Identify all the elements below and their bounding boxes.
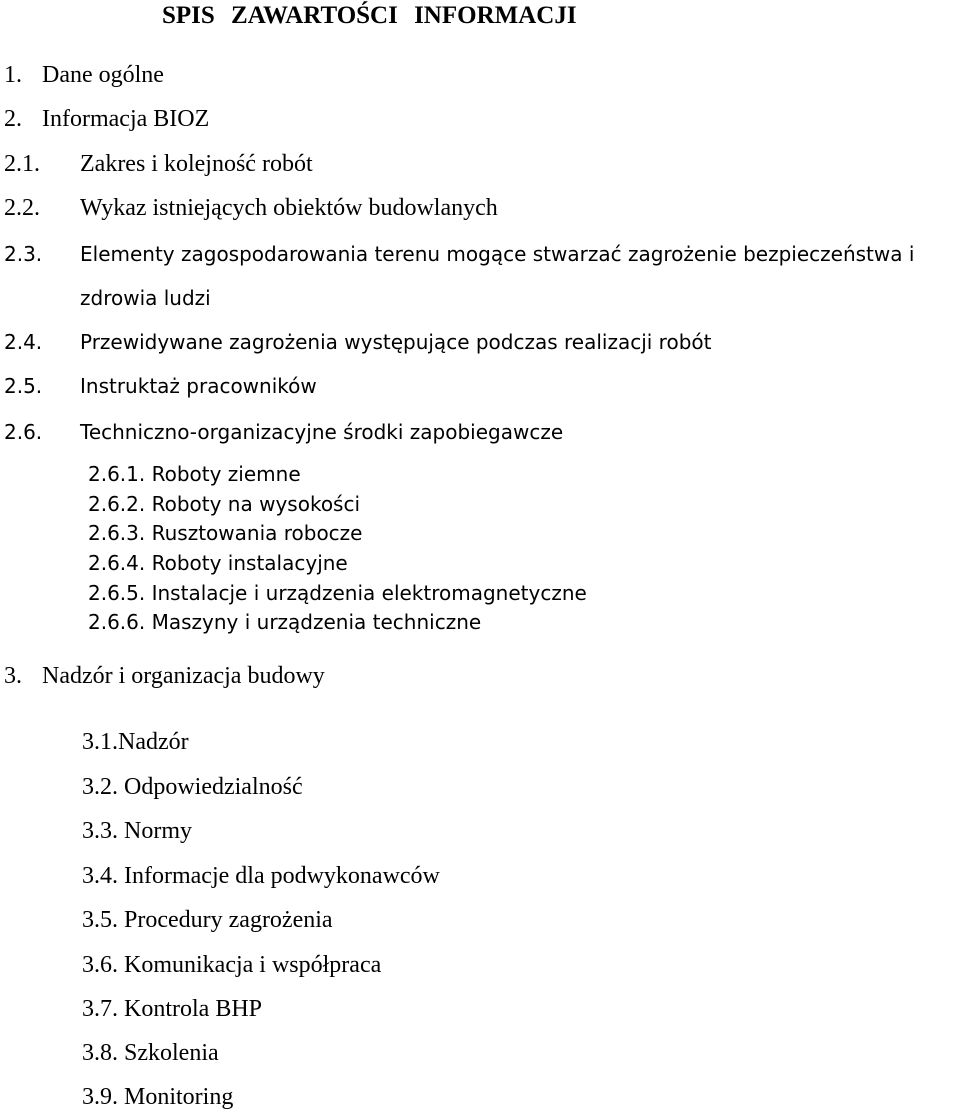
toc-number: 2.4.	[4, 330, 43, 354]
toc-number: 2.6.	[4, 420, 43, 444]
toc-text: zdrowia ludzi	[80, 286, 211, 310]
toc-text: 2.6.1. Roboty ziemne	[88, 462, 301, 486]
toc-text: Zakres i kolejność robót	[80, 151, 313, 177]
toc-text: Wykaz istniejących obiektów budowlanych	[80, 195, 498, 221]
toc-number: 1.	[4, 62, 22, 88]
toc-entry-2-6-5	[88, 579, 587, 607]
toc-entry-3-6	[82, 951, 381, 979]
toc-entry-3-3	[82, 817, 192, 845]
toc-entry-2-6-4	[88, 549, 348, 577]
toc-text: Nadzór i organizacja budowy	[42, 663, 325, 689]
toc-entry-2-6-3	[88, 519, 362, 547]
toc-text: 3.6. Komunikacja i współpraca	[82, 952, 382, 978]
toc-text: 2.6.6. Maszyny i urządzenia techniczne	[88, 610, 482, 634]
toc-text: 3.7. Kontrola BHP	[82, 996, 262, 1022]
toc-entry-2-6-1	[88, 460, 301, 488]
toc-entry-2-6-6	[88, 608, 481, 636]
toc-number: 2.1.	[4, 151, 40, 177]
toc-entry-2-3-continuation	[80, 284, 211, 312]
toc-number: 2.2.	[4, 195, 40, 221]
toc-text: 3.2. Odpowiedzialność	[82, 774, 303, 800]
toc-number: 2.3.	[4, 242, 43, 266]
toc-text: Informacja BIOZ	[42, 106, 210, 132]
toc-text: 2.6.3. Rusztowania robocze	[88, 521, 363, 545]
toc-text: Elementy zagospodarowania terenu mogące stwarzać zagrożenie bezpieczeństwa i	[80, 242, 915, 266]
toc-entry-3-5	[82, 906, 333, 934]
toc-entry-3-2	[82, 773, 303, 801]
toc-text: 3.1.Nadzór	[82, 729, 189, 755]
toc-entry-3-9	[82, 1083, 233, 1111]
toc-entry-3-8	[82, 1039, 219, 1067]
toc-text: Przewidywane zagrożenia występujące podczas realizacji robót	[80, 330, 712, 354]
toc-number: 2.	[4, 106, 22, 132]
toc-number: 2.5.	[4, 374, 43, 398]
toc-text: 2.6.4. Roboty instalacyjne	[88, 551, 348, 575]
toc-entry-2-6-2	[88, 490, 360, 518]
toc-text: 2.6.2. Roboty na wysokości	[88, 492, 361, 516]
page-title: SPIS ZAWARTOŚCI INFORMACJI	[162, 2, 577, 29]
toc-text: 2.6.5. Instalacje i urządzenia elektromagnetyczne	[88, 581, 587, 605]
toc-text: 3.4. Informacje dla podwykonawców	[82, 863, 440, 889]
toc-text: 3.3. Normy	[82, 818, 192, 844]
toc-entry-3-7	[82, 995, 262, 1023]
toc-text: 3.9. Monitoring	[82, 1084, 234, 1110]
toc-entry-3-4	[82, 862, 440, 890]
toc-number: 3.	[4, 663, 22, 689]
toc-text: Instruktaż pracowników	[80, 374, 317, 398]
toc-text: 3.8. Szkolenia	[82, 1040, 219, 1066]
toc-text: Dane ogólne	[42, 62, 164, 88]
toc-text: Techniczno-organizacyjne środki zapobiegawcze	[80, 420, 564, 444]
toc-entry-3-1	[82, 728, 189, 756]
toc-text: 3.5. Procedury zagrożenia	[82, 907, 333, 933]
